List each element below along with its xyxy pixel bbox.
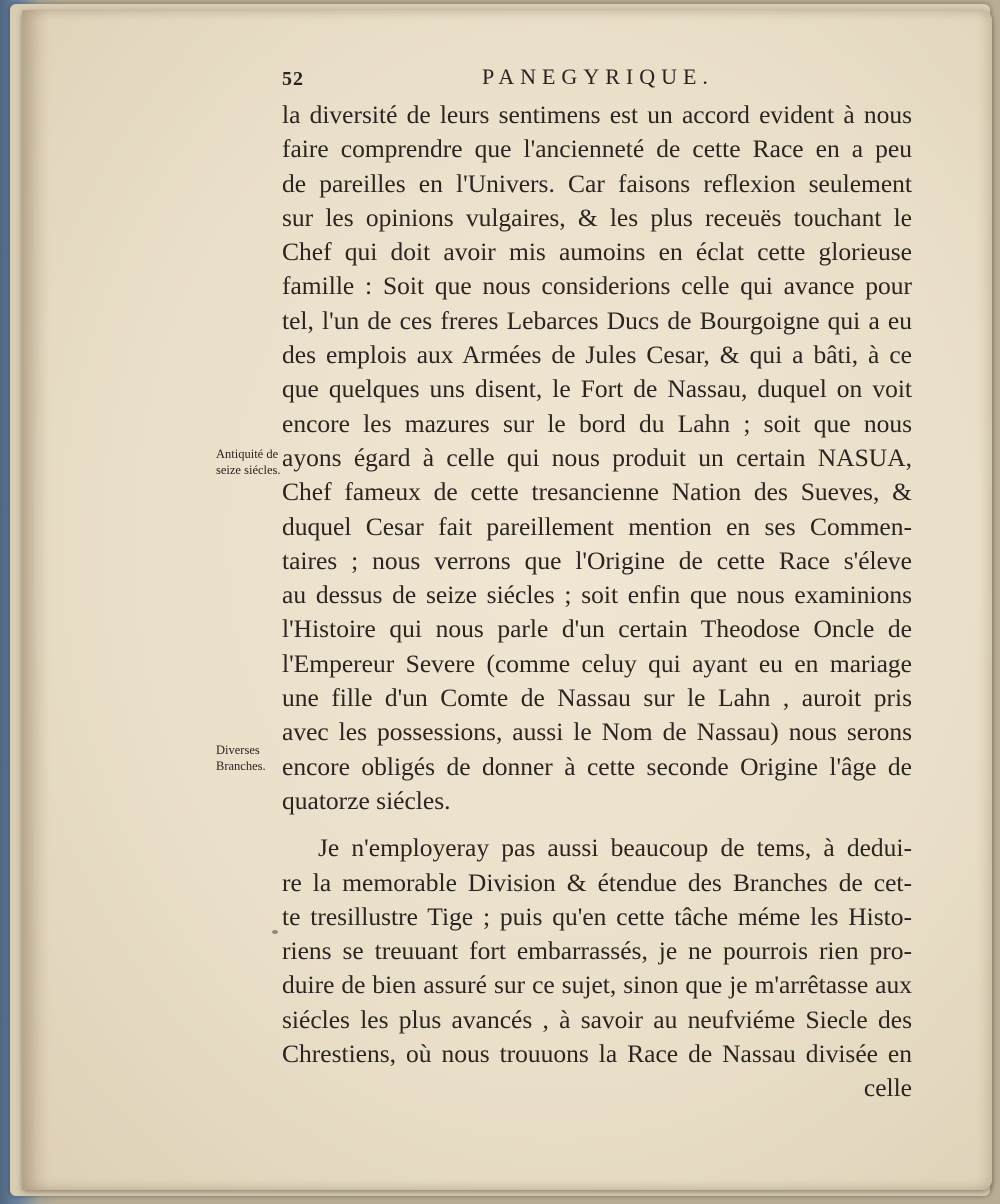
text-line: duquel Cesar fait pareillement mention en ses Commen-: [282, 511, 912, 541]
text-line: une fille d'un Comte de Nassau sur le Lahn , auroit pris: [282, 683, 912, 713]
text-line: de pareilles en l'Univers. Car faisons reflexion seulement: [282, 168, 912, 198]
paragraph-gap: [282, 818, 912, 831]
text-line: que quelques uns disent, le Fort de Nassau, duquel on voit: [282, 374, 912, 404]
page-gutter-shadow: [22, 10, 50, 1190]
text-line: te tresillustre Tige ; puis qu'en cette tâche méme les Histo-: [282, 901, 912, 931]
text-line: sur les opinions vulgaires, & les plus receuës touchant le: [282, 202, 912, 232]
page-number: 52: [282, 68, 304, 90]
text-line: duire de bien assuré sur ce sujet, sinon que je m'arrêtasse aux: [282, 970, 912, 1000]
text-line: faire comprendre que l'ancienneté de cette Race en a peu: [282, 134, 912, 164]
text-line: avec les possessions, aussi le Nom de Nassau) nous serons: [282, 717, 912, 747]
text-line: riens se treuuant fort embarrassés, je ne pourrois rien pro-: [282, 936, 912, 966]
catchword: celle: [863, 1073, 912, 1103]
text-line: taires ; nous verrons que l'Origine de cette Race s'éleve: [282, 545, 912, 575]
text-line: famille : Soit que nous considerions celle qui avance pour: [282, 271, 912, 301]
running-title: PANEGYRIQUE.: [482, 64, 714, 89]
page-header: [282, 64, 912, 96]
text-line: l'Empereur Severe (comme celuy qui ayant eu en mariage: [282, 648, 912, 678]
body-text: [282, 98, 912, 1106]
text-line: siécles les plus avancés , à savoir au neufviéme Siecle des: [282, 1004, 912, 1034]
ink-speck: [272, 930, 278, 934]
text-line: Chef qui doit avoir mis aumoins en éclat cette glorieuse: [282, 237, 912, 267]
text-line: Chef fameux de cette tresancienne Nation des Sueves, &: [282, 477, 912, 507]
text-line: re la memorable Division & étendue des Branches de cet-: [282, 867, 912, 897]
margin-note-antiquite: Antiquité de seize siécles.: [216, 447, 281, 477]
text-line: Chrestiens, où nous trouuons la Race de Nassau divisée en: [282, 1039, 912, 1069]
text-line: encore obligés de donner à cette seconde Origine l'âge de: [282, 751, 912, 781]
text-line: ayons égard à celle qui nous produit un certain NASUA,: [282, 442, 912, 472]
text-line: des emplois aux Armées de Jules Cesar, & qui a bâti, à ce: [282, 340, 912, 370]
text-line: au dessus de seize siécles ; soit enfin que nous examinions: [282, 580, 912, 610]
text-line: la diversité de leurs sentimens est un accord evident à nous: [282, 100, 912, 129]
margin-note-branches: Diverses Branches.: [216, 743, 266, 773]
text-line: encore les mazures sur le bord du Lahn ; soit que nous: [282, 408, 912, 438]
text-line: l'Histoire qui nous parle d'un certain Theodose Oncle de: [282, 614, 912, 644]
text-line: quatorze siécles.: [282, 785, 451, 815]
text-line: Je n'employeray pas aussi beaucoup de tems, à dedui-: [318, 833, 912, 863]
text-line: tel, l'un de ces freres Lebarces Ducs de Bourgoigne qui a eu: [282, 305, 912, 335]
